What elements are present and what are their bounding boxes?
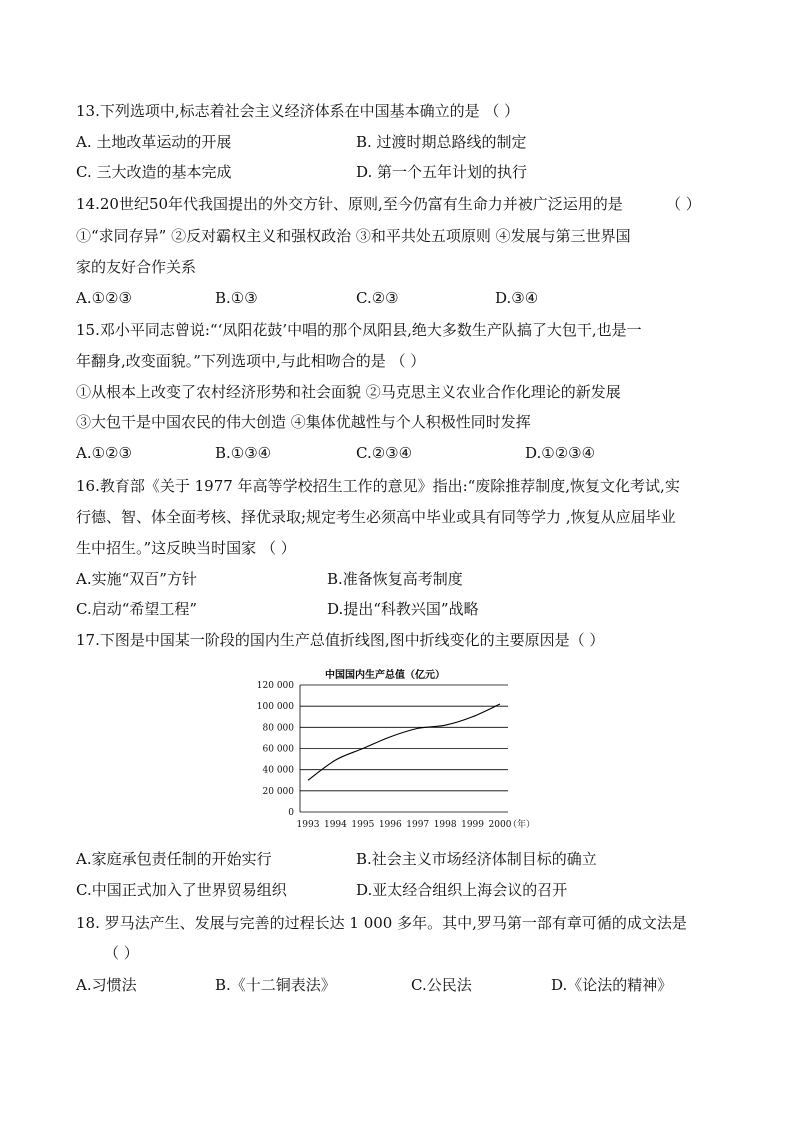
chart-y-tick-label: 120 000 bbox=[256, 681, 294, 691]
chart-x-tick-label: 1999 bbox=[461, 820, 485, 830]
chart-x-tick-labels bbox=[297, 820, 512, 830]
q15-items-line1: ①从根本上改变了农村经济形势和社会面貌 ②马克思主义农业合作化理论的新发展 bbox=[76, 383, 621, 401]
chart-y-tick-label: 40 000 bbox=[262, 765, 294, 776]
chart-x-tick-label: 1994 bbox=[323, 820, 347, 830]
q18-option-c: C.公民法 bbox=[411, 976, 472, 994]
q14-items-line2: 家的友好合作关系 bbox=[76, 258, 197, 276]
gdp-chart bbox=[252, 665, 552, 840]
q15-items-line2: ③大包干是中国农民的伟大创造 ④集体优越性与个人积极性同时发挥 bbox=[76, 413, 531, 431]
chart-x-tick-label: 1997 bbox=[406, 820, 430, 830]
q17-stem: 17.下图是中国某一阶段的国内生产总值折线图,图中折线变化的主要原因是（ ） bbox=[76, 631, 605, 649]
chart-y-tick-labels bbox=[257, 681, 294, 818]
chart-gridlines bbox=[300, 685, 508, 812]
q15-option-c: C.②③④ bbox=[356, 444, 413, 462]
q14-option-a: A.①②③ bbox=[76, 289, 132, 307]
q14-option-b: B.①③ bbox=[215, 289, 258, 307]
q16-stem-line3: 生中招生。”这反映当时国家 （ ） bbox=[76, 539, 296, 557]
chart-x-tick-label: 1996 bbox=[378, 820, 402, 830]
chart-series bbox=[308, 704, 500, 780]
q18-option-d: D.《论法的精神》 bbox=[551, 976, 673, 994]
chart-y-tick-label: 60 000 bbox=[262, 744, 294, 755]
chart-x-tick-label: 1993 bbox=[296, 820, 320, 830]
chart-y-tick-label: 20 000 bbox=[262, 786, 294, 797]
q13-option-c: C. 三大改造的基本完成 bbox=[76, 163, 232, 181]
q15-stem-line1: 15.邓小平同志曾说:“‘凤阳花鼓’中唱的那个凤阳县,绝大多数生产队搞了大包干,也是一 bbox=[76, 321, 642, 339]
chart-x-tick-label: 1995 bbox=[351, 820, 375, 830]
q14-paren: （ ） bbox=[666, 195, 701, 213]
q16-option-c: C.启动“希望工程” bbox=[76, 600, 198, 618]
q16-stem-line2: 行德、智、体全面考核、择优录取;规定考生必须高中毕业或具有同等学力 ,恢复从应届毕业 bbox=[76, 508, 676, 526]
q15-option-d: D.①②③④ bbox=[525, 444, 596, 462]
chart-x-axis-label: （年） bbox=[508, 820, 536, 830]
q17-option-d: D.亚太经合组织上海会议的召开 bbox=[356, 881, 568, 899]
chart-series-line bbox=[308, 704, 500, 780]
q16-option-a: A.实施“双百”方针 bbox=[76, 570, 197, 588]
q17-option-a: A.家庭承包责任制的开始实行 bbox=[76, 850, 272, 868]
q17-option-c: C.中国正式加入了世界贸易组织 bbox=[76, 881, 287, 899]
q17-option-b: B.社会主义市场经济体制目标的确立 bbox=[356, 850, 597, 868]
q16-option-b: B.准备恢复高考制度 bbox=[327, 570, 463, 588]
chart-title: 中国国内生产总值（亿元） bbox=[325, 670, 445, 681]
q15-option-b: B.①③④ bbox=[215, 444, 272, 462]
gdp-line-chart bbox=[252, 665, 552, 840]
q13-option-d: D. 第一个五年计划的执行 bbox=[356, 163, 528, 181]
q15-stem-line2: 年翻身,改变面貌。”下列选项中,与此相吻合的是 （ ） bbox=[76, 352, 426, 370]
q14-option-d: D.③④ bbox=[495, 289, 539, 307]
q18-option-a: A.习惯法 bbox=[76, 976, 137, 994]
q15-option-a: A.①②③ bbox=[76, 444, 132, 462]
chart-y-tick-label: 0 bbox=[288, 808, 294, 818]
q18-stem-line1: 18. 罗马法产生、发展与完善的过程长达 1 000 多年。其中,罗马第一部有章可循的成文法是 bbox=[76, 914, 687, 932]
q16-option-d: D.提出“科教兴国”战略 bbox=[327, 600, 479, 618]
q13-option-b: B. 过渡时期总路线的制定 bbox=[356, 133, 527, 151]
q14-option-c: C.②③ bbox=[356, 289, 399, 307]
q13-option-a: A. 土地改革运动的开展 bbox=[76, 133, 232, 151]
q16-stem-line1: 16.教育部《关于 1977 年高等学校招生工作的意见》指出:“废除推荐制度,恢复文化考试,实 bbox=[76, 477, 680, 495]
chart-y-tick-label: 80 000 bbox=[262, 723, 294, 734]
q14-items-line1: ①“求同存异” ②反对霸权主义和强权政治 ③和平共处五项原则 ④发展与第三世界国 bbox=[76, 227, 631, 245]
chart-x-tick-label: 1998 bbox=[433, 820, 457, 830]
q13-stem: 13.下列选项中,标志着社会主义经济体系在中国基本确立的是 （ ） bbox=[76, 102, 520, 120]
q18-option-b: B.《十二铜表法》 bbox=[215, 976, 336, 994]
chart-y-tick-label: 100 000 bbox=[256, 702, 294, 713]
q18-stem-line2: （ ） bbox=[104, 944, 139, 962]
q14-stem: 14.20世纪50年代我国提出的外交方针、原则,至今仍富有生命力并被广泛运用的是 bbox=[76, 195, 623, 213]
chart-x-tick-label: 2000 bbox=[488, 820, 512, 830]
